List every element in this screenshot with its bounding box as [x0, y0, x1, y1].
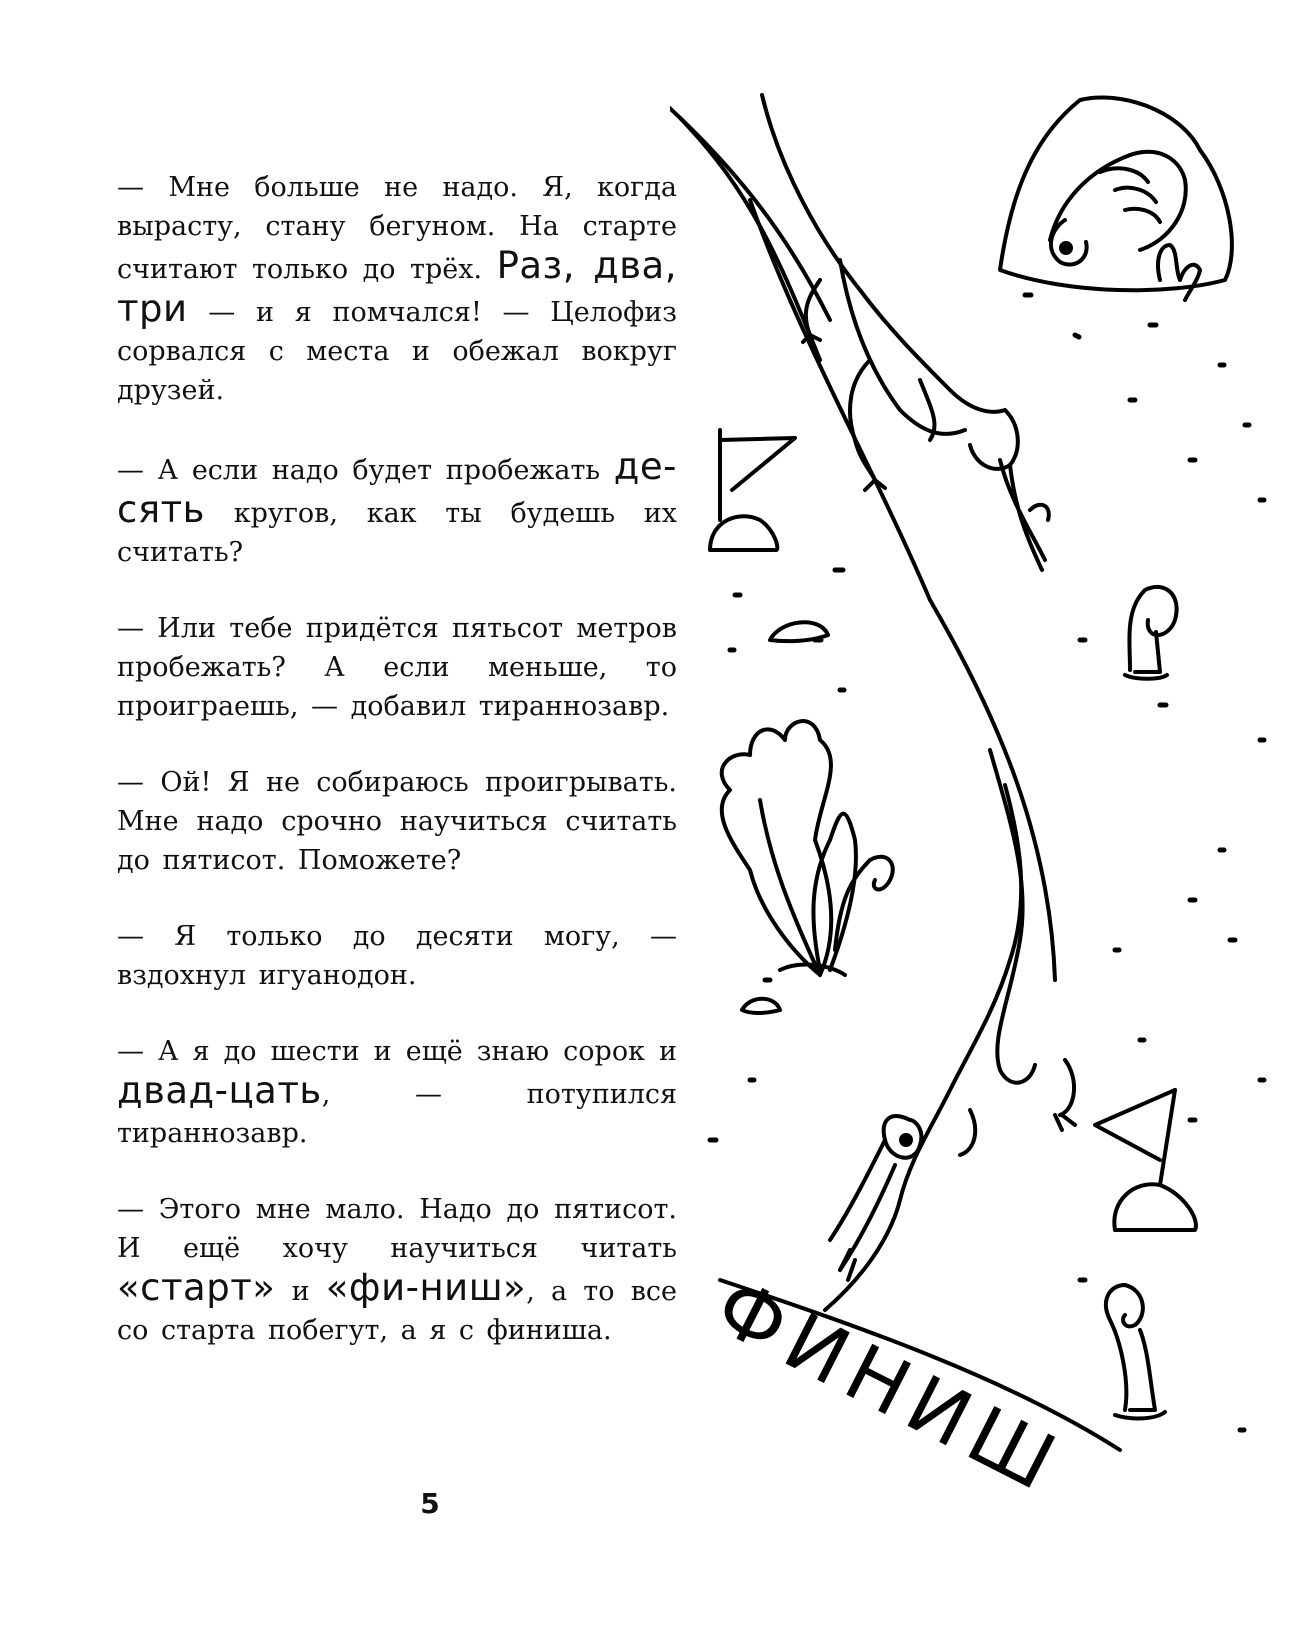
paragraph-text: — и я помчался! — Целофиз сорвался с места и обежал вокруг друзей. — [117, 297, 677, 406]
curly-fern — [1106, 1285, 1165, 1418]
story-paragraph — [117, 917, 677, 995]
stone — [770, 622, 828, 641]
paragraph-text: — Мне больше не надо. Я, когда вырасту, стану бегуном. На старте считают только до трёх. — [117, 172, 677, 285]
paragraph-text: — А я до шести и ещё знаю сорок и — [117, 1036, 677, 1067]
page-number: 5 — [420, 1487, 440, 1520]
emphasized-word: де-сять — [117, 445, 677, 531]
story-paragraph — [117, 1032, 677, 1153]
paragraph-text: , — потупился тираннозавр. — [117, 1079, 677, 1149]
dinosaur-race-illustration — [670, 80, 1300, 1625]
paragraph-text: — Ой! Я не собираюсь проигрывать. Мне надо срочно научиться считать до пятисот. Поможете? — [117, 767, 677, 876]
finish-label: ФИНИШ — [701, 1261, 1078, 1513]
story-paragraph — [117, 609, 677, 726]
story-paragraph — [117, 447, 677, 572]
emphasized-word: Раз, два, три — [117, 244, 677, 330]
motion-lines — [670, 92, 1055, 980]
rock-with-creature — [1000, 97, 1232, 300]
paragraph-text: и — [275, 1276, 326, 1307]
paragraph-text: — Этого мне мало. Надо до пятисот. И ещё хочу научиться читать — [117, 1194, 677, 1264]
paragraph-text: кругов, как ты будешь их считать? — [117, 498, 677, 568]
curly-fern — [1125, 587, 1177, 679]
finish-flag — [1095, 1090, 1196, 1230]
emphasized-word: «старт» — [117, 1266, 276, 1309]
start-flag — [710, 430, 795, 550]
leaf-bush — [722, 721, 893, 975]
stone — [742, 999, 780, 1013]
paragraph-text: , а то все со старта побегут, а я с финиша. — [117, 1276, 677, 1346]
story-paragraph — [117, 168, 677, 410]
paragraph-text: — Я только до десяти могу, — вздохнул игуанодон. — [117, 921, 677, 991]
story-paragraph — [117, 763, 677, 880]
paragraph-text: — Или тебе придётся пятьсот метров пробежать? А если меньше, то проиграешь, — добавил тираннозавр. — [117, 613, 677, 722]
emphasized-word: «фи-ниш» — [325, 1266, 527, 1309]
paragraph-text: — А если надо будет пробежать — [117, 455, 614, 486]
emphasized-word: двад-цать — [117, 1069, 322, 1112]
story-text — [117, 168, 677, 1387]
story-paragraph — [117, 1190, 677, 1350]
running-dinosaur-lower — [825, 750, 1075, 1310]
